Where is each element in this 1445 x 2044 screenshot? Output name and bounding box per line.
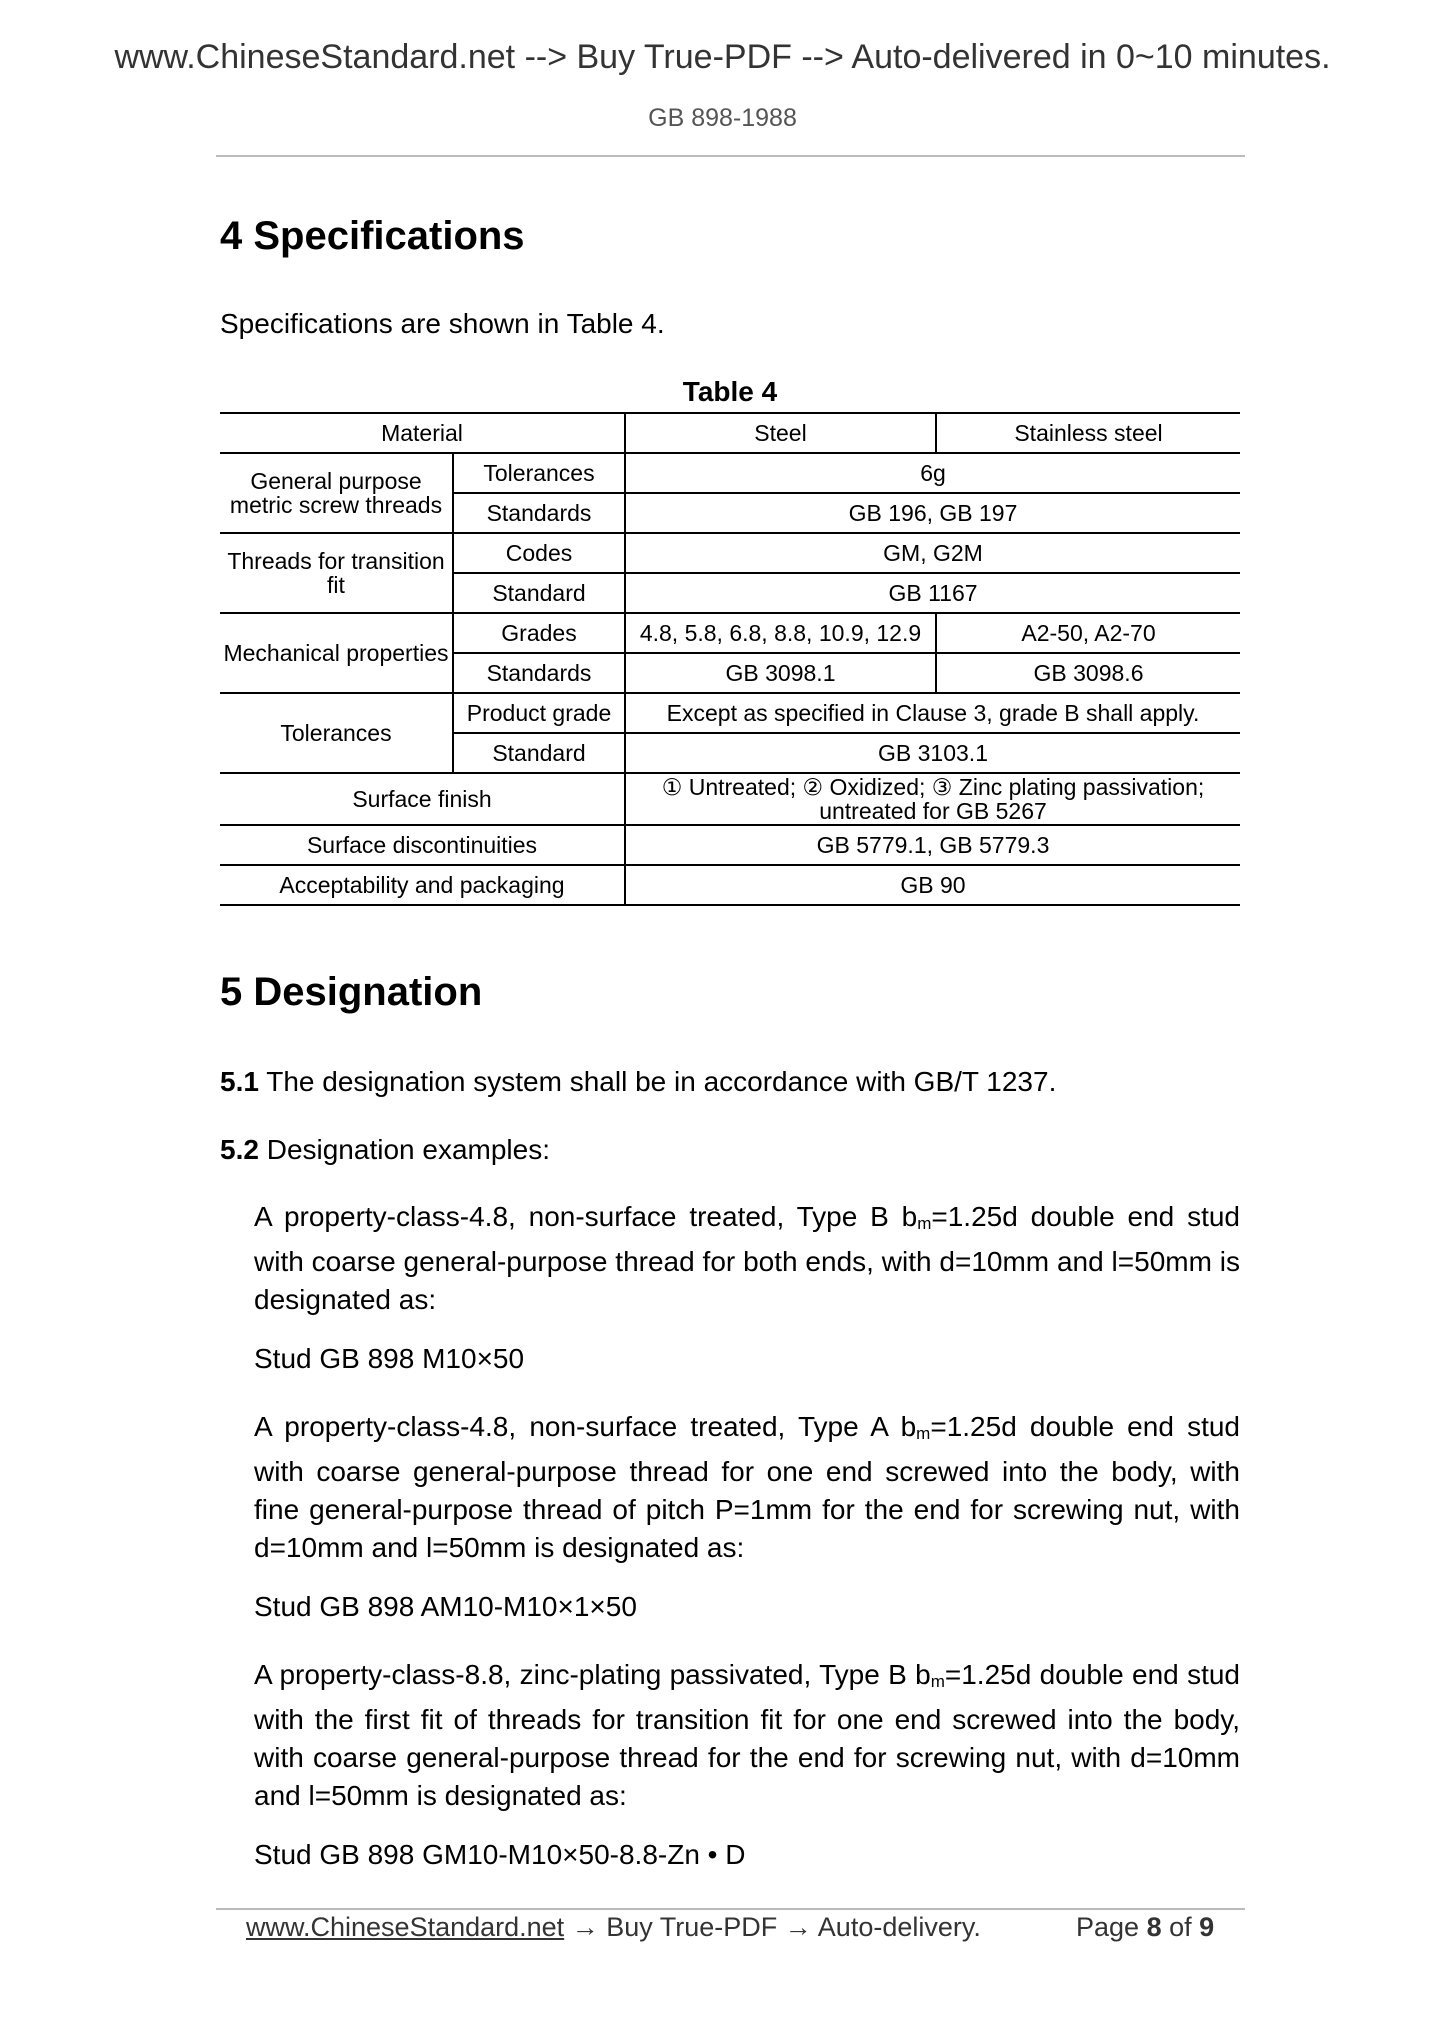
gp-standards-value: GB 196, GB 197 [625,493,1240,533]
mech-standards-stainless: GB 3098.6 [936,653,1240,693]
gp-standards-label: Standards [453,493,625,533]
of-label: of [1169,1912,1192,1942]
gp-tolerances-label: Tolerances [453,453,625,493]
surface-finish-value [625,773,1240,825]
product-grade-label: Product grade [453,693,625,733]
table-caption: Table 4 [682,376,778,407]
page-number: 8 [1146,1912,1162,1942]
acceptability-packaging-label: Acceptability and packaging [220,865,625,905]
example-3-description: A property-class-8.8, zinc-plating passivated, Type B $b_m=1.25d$ double end stud with the first fit of threads for transition fit for one end screwed into the body, with coarse general-purpose thread for the end for screwing nut, with d=10mm and l=50mm is designated as: [254,1659,1240,1811]
arrow-right-icon: → [571,1912,599,1942]
clause-5-2-number: 5.2 [220,1134,259,1165]
example-2-description: A property-class-4.8, non-surface treated, Type A $b_m=1.25d$ double end stud with coarse general-purpose thread for one end screwed into the body, with fine general-purpose thread of pitch P=1mm for the end for screwing nut, with d=10mm and l=50mm is designated as: [254,1411,1240,1563]
clause-5-1-number: 5.1 [220,1066,259,1097]
clause-5-2-text: Designation examples: [266,1134,550,1165]
example-2-designation: Stud GB 898 AM10-M10×1×50 [254,1591,637,1622]
section-4-intro: Specifications are shown in Table 4. [220,308,665,339]
grades-label: Grades [453,613,625,653]
surface-discontinuities-value: GB 5779.1, GB 5779.3 [625,825,1240,865]
table-row [220,613,1240,653]
transition-fit-label: Threads for transition fit [220,533,453,613]
table-row [220,865,1240,905]
table-row [220,413,1240,453]
transition-standard-value: GB 1167 [625,573,1240,613]
section-4-heading: 4 Specifications [220,214,525,258]
document-code: GB 898-1988 [648,104,797,132]
table-row [220,533,1240,573]
mechanical-properties-label: Mechanical properties [220,613,453,693]
page-indicator [1076,1912,1214,1943]
stainless-steel-header: Stainless steel [936,413,1240,453]
surface-discontinuities-label: Surface discontinuities [220,825,625,865]
tolerances-label: Tolerances [220,693,453,773]
codes-label: Codes [453,533,625,573]
top-banner: www.ChineseStandard.net --> Buy True-PDF --> Auto-delivered in 0~10 minutes. [114,38,1331,76]
footer-site-link[interactable]: www.ChineseStandard.net [246,1912,565,1942]
grades-stainless: A2-50, A2-70 [936,613,1240,653]
footer-auto-text: Auto-delivery. [817,1912,981,1942]
gp-threads-label: General purpose metric screw threads [220,453,453,533]
footer-divider [216,1908,1245,1910]
mech-standards-label: Standards [453,653,625,693]
transition-standard-label: Standard [453,573,625,613]
tol-standard-value: GB 3103.1 [625,733,1240,773]
clause-5-2 [220,1134,550,1166]
tol-standard-label: Standard [453,733,625,773]
specifications-table [220,412,1240,906]
codes-value: GM, G2M [625,533,1240,573]
material-header: Material [220,413,625,453]
header-divider [216,155,1245,157]
clause-5-1-text: The designation system shall be in accordance with GB/T 1237. [266,1066,1057,1097]
mech-standards-steel: GB 3098.1 [625,653,936,693]
surface-finish-line-2: untreated for GB 5267 [819,798,1047,824]
table-row [220,453,1240,493]
example-1-description: A property-class-4.8, non-surface treated, Type B $b_m=1.25d$ double end stud with coarse general-purpose thread for both ends, with d=10mm and l=50mm is designated as: [254,1201,1240,1315]
page-total: 9 [1199,1912,1215,1942]
page-label: Page [1076,1912,1140,1942]
acceptability-packaging-value: GB 90 [625,865,1240,905]
surface-finish-label: Surface finish [220,773,625,825]
footer-buy-text: Buy True-PDF [606,1912,778,1942]
table-row [220,773,1240,825]
example-1-designation: Stud GB 898 M10×50 [254,1343,525,1374]
footer-left [246,1912,981,1943]
example-3-designation: Stud GB 898 GM10-M10×50-8.8-Zn • D [254,1839,746,1870]
clause-5-1 [220,1066,1056,1098]
grades-steel: 4.8, 5.8, 6.8, 8.8, 10.9, 12.9 [625,613,936,653]
section-5-heading: 5 Designation [220,970,483,1014]
product-grade-value: Except as specified in Clause 3, grade B shall apply. [625,693,1240,733]
gp-tolerances-value: 6g [625,453,1240,493]
steel-header: Steel [625,413,936,453]
arrow-right-icon: → [784,1912,812,1942]
table-row [220,693,1240,733]
surface-finish-line-1: ① Untreated; ② Oxidized; ③ Zinc plating passivation; [661,774,1205,800]
table-row [220,825,1240,865]
